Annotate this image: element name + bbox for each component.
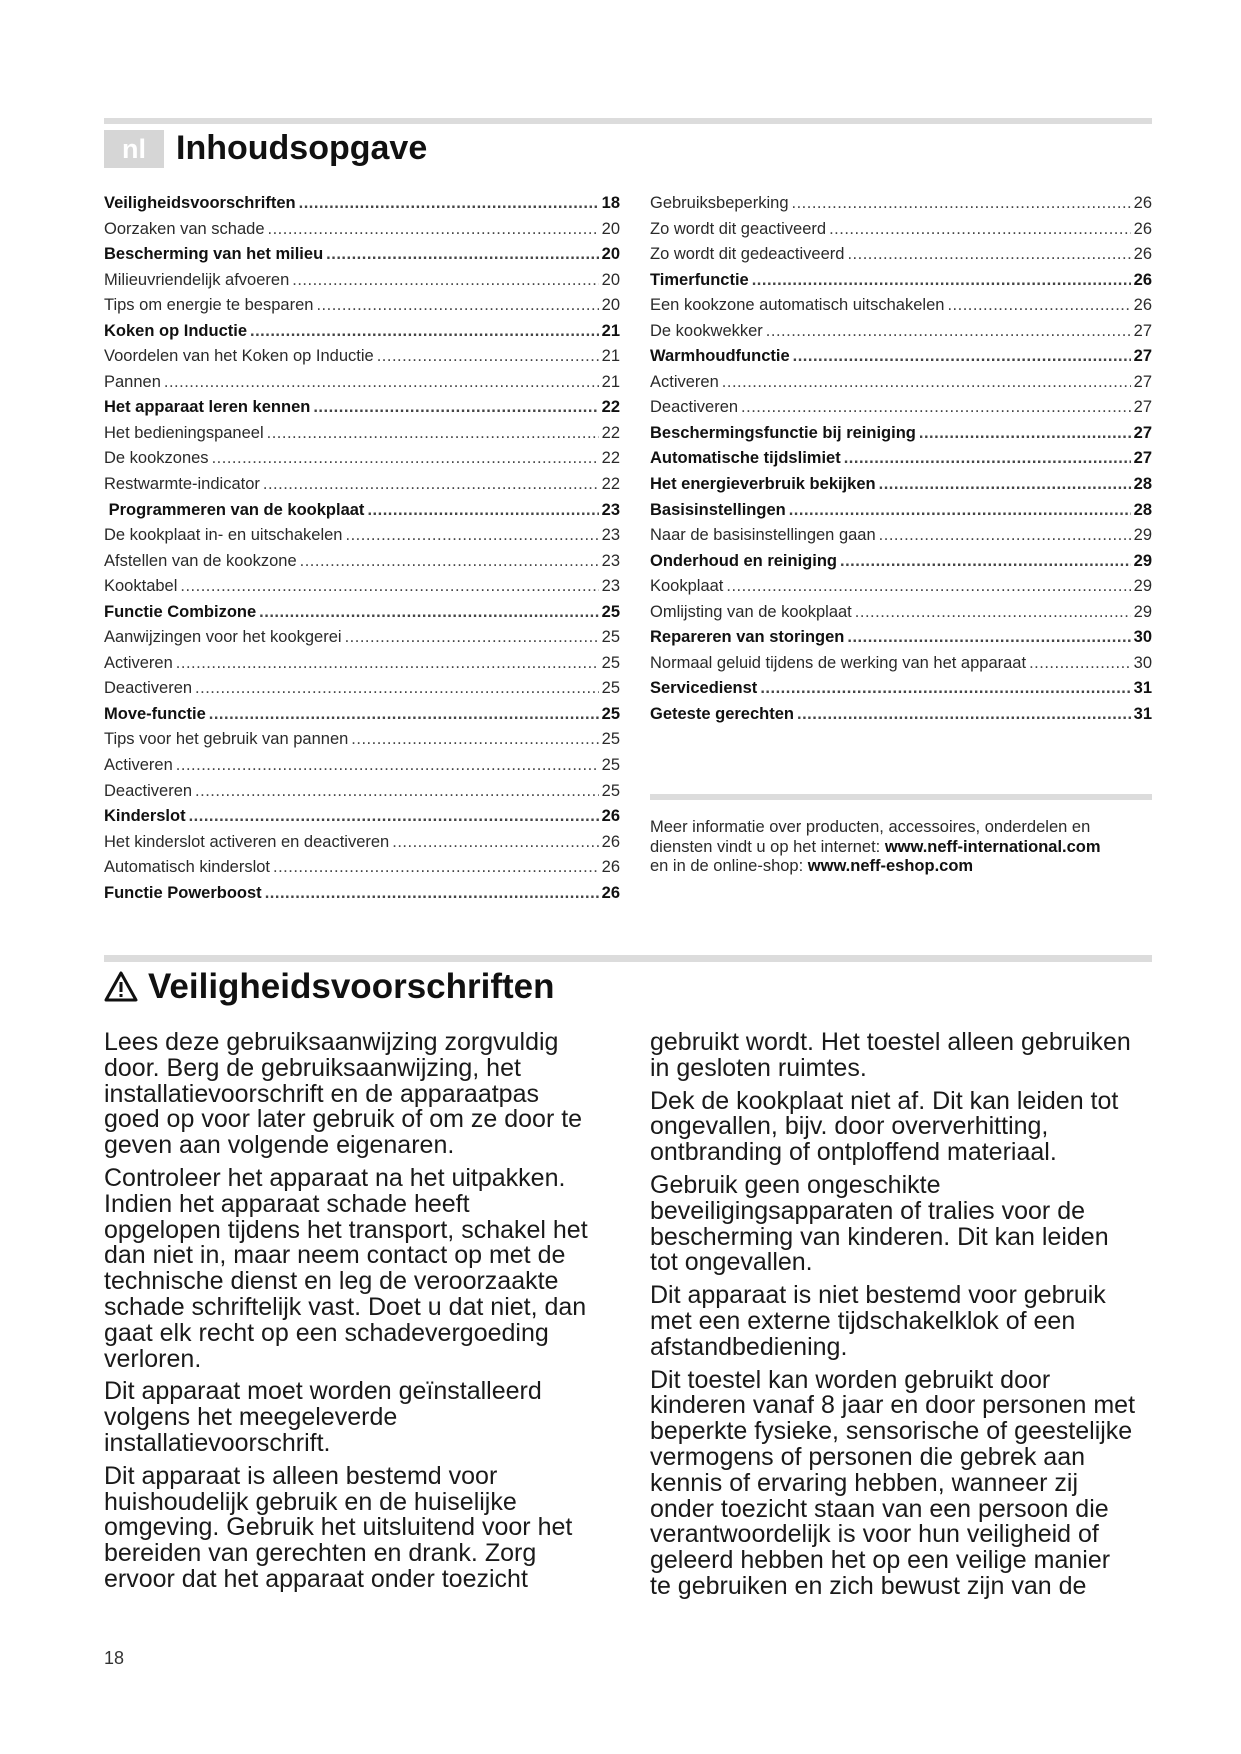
toc-entry-leader <box>299 194 599 213</box>
toc-entry-label: Activeren <box>650 372 719 391</box>
safety-column-left <box>104 1030 624 1600</box>
toc-entry-leader <box>195 679 599 698</box>
toc-entry[interactable] <box>650 603 1152 629</box>
toc-entry[interactable] <box>650 271 1152 297</box>
toc-entry-page: 26 <box>601 883 620 902</box>
toc-entry[interactable] <box>650 424 1152 450</box>
toc-entry-leader <box>919 424 1131 443</box>
toc-entry[interactable] <box>104 271 620 297</box>
toc-entry-label: De kookplaat in- en uitschakelen <box>104 526 343 545</box>
toc-entry-label: Restwarmte-indicator <box>104 475 260 494</box>
language-badge: nl <box>104 130 164 168</box>
toc-entry[interactable] <box>104 449 620 475</box>
toc-entry-leader <box>209 705 599 724</box>
toc-entry[interactable] <box>650 245 1152 271</box>
toc-entry-page: 26 <box>601 858 620 877</box>
toc-entry[interactable] <box>104 194 620 220</box>
toc-entry-page: 25 <box>601 602 620 621</box>
toc-entry[interactable] <box>650 194 1152 220</box>
toc-entry[interactable] <box>104 296 620 322</box>
toc-entry-label: Het kinderslot activeren en deactiveren <box>104 832 390 851</box>
warning-triangle-icon <box>104 971 138 1003</box>
toc-entry-label: Programmeren van de kookplaat <box>104 500 365 519</box>
toc-entry-leader <box>722 373 1131 392</box>
eshop-link[interactable]: www.neff-eshop.com <box>807 857 974 875</box>
toc-entry[interactable] <box>104 526 620 552</box>
toc-entry-label: Het energieverbruik bekijken <box>650 475 876 494</box>
toc-entry-label: Het apparaat leren kennen <box>104 398 311 417</box>
toc-entry-page: 25 <box>601 756 620 775</box>
toc-entry-page: 29 <box>1133 602 1152 621</box>
toc-entry-label: Een kookzone automatisch uitschakelen <box>650 296 945 315</box>
toc-entry-page: 29 <box>1133 577 1152 596</box>
toc-entry-page: 21 <box>601 321 620 340</box>
toc-entry-page: 21 <box>601 372 620 391</box>
toc-entry-page: 29 <box>1133 526 1152 545</box>
toc-entry-leader <box>267 424 599 443</box>
toc-entry[interactable] <box>104 628 620 654</box>
toc-entry-leader <box>392 833 598 852</box>
toc-entry-page: 20 <box>601 245 620 264</box>
toc-entry-label: Deactiveren <box>650 398 739 417</box>
toc-entry-page: 26 <box>1133 245 1152 264</box>
safety-paragraph: Dit toestel kan worden gebruikt door kinderen vanaf 8 jaar en door personen met beperkte fysieke, sensorische of geestelijke vermogens of personen die gebrek aan kennis of ervaring hebben, wanneer zij onder toezicht staan van een persoon die verantwoordelijk is voor hun veiligheid of geleerd hebben het op een veilige manier te gebruiken en zich bewust zijn van de <box>650 1365 1136 1600</box>
toc-entry-leader <box>726 577 1130 596</box>
toc-entry[interactable] <box>104 756 620 782</box>
toc-entry-leader <box>855 603 1131 622</box>
safety-paragraph: gebruikt wordt. Het toestel alleen gebruiken in gesloten ruimtes. <box>650 1028 1131 1082</box>
toc-entry[interactable] <box>650 398 1152 424</box>
toc-entry-leader <box>752 271 1131 290</box>
toc-entry-label: Naar de basisinstellingen gaan <box>650 526 876 545</box>
toc-entry-label: Aanwijzingen voor het kookgerei <box>104 628 342 647</box>
toc-entry[interactable] <box>650 296 1152 322</box>
toc-entry-page: 23 <box>601 577 620 596</box>
toc-entry[interactable] <box>650 322 1152 348</box>
toc-entry-page: 26 <box>1133 270 1152 289</box>
toc-entry-page: 27 <box>1133 347 1152 366</box>
toc-entry-label: Functie Powerboost <box>104 883 262 902</box>
toc-entry-label: Gebruiksbeperking <box>650 194 789 212</box>
toc-entry-label: Deactiveren <box>104 679 193 698</box>
safety-paragraph: Controleer het apparaat na het uitpakken. Indien het apparaat schade heeft opgelopen tijdens het transport, schakel het dan niet in, maar neem contact op met de technische dienst en leg de veroorzaakte schade schriftelijk vast. Doet u dat niet, dan gaat elk recht op een schadevergoeding verloren. <box>104 1163 588 1373</box>
toc-entry-page: 21 <box>601 347 620 366</box>
toc-entry-page: 26 <box>1133 296 1152 315</box>
toc-entry-label: Pannen <box>104 372 161 391</box>
toc-entry-page: 23 <box>601 551 620 570</box>
toc-entry-leader <box>212 449 599 468</box>
toc-entry-label: Kinderslot <box>104 807 186 826</box>
toc-entry-label: Koken op Inductie <box>104 321 248 340</box>
toc-entry-leader <box>377 347 599 366</box>
toc-entry-leader <box>195 782 599 801</box>
toc-entry-leader <box>250 322 599 341</box>
toc-entry-label: Servicedienst <box>650 679 758 698</box>
toc-entry[interactable] <box>104 552 620 578</box>
toc-entry-label: Kooktabel <box>104 577 178 596</box>
toc-entry-page: 26 <box>1133 194 1152 212</box>
toc-entry-leader <box>766 322 1131 341</box>
toc-entry-label: Timerfunctie <box>650 270 749 289</box>
toc-entry-leader <box>316 296 598 315</box>
toc-entry-leader <box>345 526 598 545</box>
toc-entry-label: Zo wordt dit gedeactiveerd <box>650 245 845 264</box>
toc-entry-leader <box>879 475 1131 494</box>
toc-entry-label: Omlijsting van de kookplaat <box>650 602 852 621</box>
toc-entry-leader <box>840 552 1131 571</box>
toc-entry-label: Basisinstellingen <box>650 500 786 519</box>
toc-entry-leader <box>351 730 598 749</box>
toc-entry[interactable] <box>104 322 620 348</box>
toc-entry-leader <box>947 296 1130 315</box>
toc-entry-page: 25 <box>601 781 620 800</box>
toc-entry-label: Veiligheidsvoorschriften <box>104 194 296 212</box>
toc-entry-page: 25 <box>601 679 620 698</box>
toc-entry[interactable] <box>650 347 1152 373</box>
toc-entry-page: 29 <box>1133 551 1152 570</box>
toc-entry[interactable] <box>104 654 620 680</box>
toc-entry-page: 20 <box>601 270 620 289</box>
international-link[interactable]: www.neff-international.com <box>884 837 1101 856</box>
toc-entry[interactable] <box>650 552 1152 578</box>
toc-entry-page: 25 <box>601 704 620 723</box>
toc-entry-leader <box>844 449 1131 468</box>
toc-entry[interactable] <box>104 603 620 629</box>
toc-entry-page: 18 <box>601 194 620 212</box>
toc-entry[interactable] <box>104 245 620 271</box>
toc-entry-label: Voordelen van het Koken op Inductie <box>104 347 374 366</box>
toc-entry[interactable] <box>104 807 620 833</box>
toc-entry-page: 31 <box>1133 679 1152 698</box>
toc-entry[interactable] <box>650 449 1152 475</box>
toc-entry-leader <box>313 398 598 417</box>
safety-paragraph: Dek de kookplaat niet af. Dit kan leiden tot ongevallen, bijv. door oververhitting, ontbranding of ontploffend materiaal. <box>650 1086 1119 1167</box>
toc-entry[interactable] <box>104 782 620 808</box>
toc-entry-page: 27 <box>1133 423 1152 442</box>
toc-entry-leader <box>265 884 599 903</box>
toc-entry-page: 25 <box>601 730 620 749</box>
safety-column-right <box>650 1030 1170 1607</box>
toc-entry-leader <box>789 501 1131 520</box>
toc-entry-label: Repareren van storingen <box>650 628 845 647</box>
toc-entry-leader <box>180 577 598 596</box>
toc-title: Inhoudsopgave <box>176 129 428 167</box>
page-number: 18 <box>104 1648 125 1668</box>
toc-entry[interactable] <box>104 679 620 705</box>
safety-paragraph: Dit apparaat is niet bestemd voor gebruik met een externe tijdschakelklok of een afstandbediening. <box>650 1281 1106 1361</box>
toc-entry[interactable] <box>104 858 620 884</box>
toc-entry-leader <box>300 552 599 571</box>
toc-entry[interactable] <box>104 220 620 246</box>
toc-column-right <box>650 194 1152 730</box>
toc-entry-page: 20 <box>601 296 620 315</box>
toc-entry-label: Warmhoudfunctie <box>650 347 790 366</box>
toc-entry-leader <box>879 526 1131 545</box>
toc-entry-label: Deactiveren <box>104 781 193 800</box>
toc-entry-page: 31 <box>1133 704 1152 723</box>
more-info-text <box>650 818 1152 877</box>
toc-entry[interactable] <box>104 398 620 424</box>
toc-entry-label: Automatische tijdslimiet <box>650 449 841 468</box>
toc-entry-leader <box>760 679 1130 698</box>
toc-entry-leader <box>792 194 1131 213</box>
toc-entry-label: Bescherming van het milieu <box>104 245 324 264</box>
toc-entry-label: Activeren <box>104 653 173 672</box>
toc-entry-page: 22 <box>601 475 620 494</box>
toc-entry-page: 26 <box>601 832 620 851</box>
toc-entry-page: 25 <box>601 628 620 647</box>
toc-entry-leader <box>176 756 599 775</box>
toc-entry-page: 23 <box>601 526 620 545</box>
toc-entry-page: 20 <box>601 219 620 238</box>
toc-entry[interactable] <box>104 347 620 373</box>
top-divider <box>104 118 1152 124</box>
toc-entry-leader <box>847 628 1130 647</box>
safety-section-title <box>104 958 555 1016</box>
more-info-text-1: Meer informatie over producten, accessoires, onderdelen en diensten vindt u op het internet: <box>650 818 1091 856</box>
toc-entry-page: 27 <box>1133 449 1152 468</box>
safety-title-text: Veiligheidsvoorschriften <box>148 967 555 1006</box>
toc-entry-label: Geteste gerechten <box>650 704 794 723</box>
toc-entry-label: De kookzones <box>104 449 209 468</box>
toc-entry-page: 22 <box>601 398 620 417</box>
toc-entry[interactable] <box>104 705 620 731</box>
info-divider <box>650 794 1152 800</box>
toc-entry[interactable] <box>104 475 620 501</box>
toc-entry-leader <box>268 220 599 239</box>
toc-column-left <box>104 194 620 909</box>
toc-entry[interactable] <box>104 884 620 910</box>
toc-entry-page: 28 <box>1133 475 1152 494</box>
toc-entry-label: Activeren <box>104 756 173 775</box>
toc-entry-label: Beschermingsfunctie bij reiniging <box>650 423 916 442</box>
toc-entry[interactable] <box>650 679 1152 705</box>
toc-entry-leader <box>829 220 1131 239</box>
toc-entry-label: Het bedieningspaneel <box>104 423 264 442</box>
safety-paragraph: Dit apparaat moet worden geïnstalleerd volgens het meegeleverde installatievoorschrift. <box>104 1377 542 1457</box>
toc-entry[interactable] <box>104 730 620 756</box>
toc-entry[interactable] <box>650 526 1152 552</box>
toc-entry-page: 23 <box>601 500 620 519</box>
toc-entry[interactable] <box>650 501 1152 527</box>
toc-entry-leader <box>189 807 599 826</box>
toc-entry[interactable] <box>650 654 1152 680</box>
toc-entry-label: Onderhoud en reiniging <box>650 551 837 570</box>
toc-entry-label: Functie Combizone <box>104 602 257 621</box>
toc-entry[interactable] <box>104 501 620 527</box>
toc-entry-page: 25 <box>601 653 620 672</box>
toc-entry[interactable] <box>650 577 1152 603</box>
toc-entry-page: 22 <box>601 423 620 442</box>
toc-entry[interactable] <box>104 833 620 859</box>
toc-entry-label: Tips om energie te besparen <box>104 296 314 315</box>
toc-entry[interactable] <box>650 220 1152 246</box>
toc-entry-page: 26 <box>1133 219 1152 238</box>
toc-entry[interactable] <box>650 628 1152 654</box>
toc-entry[interactable] <box>650 475 1152 501</box>
toc-entry-label: Normaal geluid tijdens de werking van het apparaat <box>650 653 1027 672</box>
toc-entry-label: Milieuvriendelijk afvoeren <box>104 270 290 289</box>
toc-entry-label: Zo wordt dit geactiveerd <box>650 219 827 238</box>
toc-entry-page: 27 <box>1133 372 1152 391</box>
toc-entry-page: 26 <box>601 807 620 826</box>
toc-entry-page: 22 <box>601 449 620 468</box>
toc-entry-label: Afstellen van de kookzone <box>104 551 297 570</box>
toc-entry-label: Automatisch kinderslot <box>104 858 270 877</box>
toc-entry-page: 27 <box>1133 321 1152 340</box>
toc-entry-leader <box>326 245 598 264</box>
toc-entry[interactable] <box>104 577 620 603</box>
toc-entry-leader <box>847 245 1130 264</box>
toc-entry[interactable] <box>104 424 620 450</box>
toc-entry-leader <box>793 347 1131 366</box>
toc-entry-label: De kookwekker <box>650 321 763 340</box>
toc-entry-leader <box>797 705 1131 724</box>
toc-entry-label: Kookplaat <box>650 577 724 596</box>
toc-entry-label: Move-functie <box>104 704 206 723</box>
safety-paragraph: Lees deze gebruiksaanwijzing zorgvuldig door. Berg de gebruiksaanwijzing, het installatievoorschrift en de apparaatpas goed op voor later gebruik of om ze door te geven aan volgende eigenaren. <box>104 1028 583 1160</box>
toc-entry-leader <box>345 628 599 647</box>
toc-entry[interactable] <box>650 373 1152 399</box>
more-info-text-2: en in de online-shop: <box>650 857 808 875</box>
toc-entry-label: Tips voor het gebruik van pannen <box>104 730 349 749</box>
toc-entry-leader <box>1029 654 1131 673</box>
toc-entry-leader <box>741 398 1131 417</box>
toc-entry-leader <box>164 373 599 392</box>
toc-entry-page: 30 <box>1133 653 1152 672</box>
safety-paragraph: Dit apparaat is alleen bestemd voor huishoudelijk gebruik en de huiselijke omgeving. Gebruik het uitsluitend voor het bereiden van gerechten en drank. Zorg ervoor dat het apparaat onder toezicht <box>104 1461 573 1593</box>
toc-entry[interactable] <box>650 705 1152 731</box>
toc-entry-leader <box>292 271 598 290</box>
toc-entry-leader <box>259 603 598 622</box>
toc-entry[interactable] <box>104 373 620 399</box>
toc-entry-leader <box>176 654 599 673</box>
toc-entry-page: 27 <box>1133 398 1152 417</box>
toc-entry-page: 30 <box>1133 628 1152 647</box>
toc-entry-page: 28 <box>1133 500 1152 519</box>
toc-entry-leader <box>273 858 599 877</box>
toc-entry-leader <box>263 475 599 494</box>
toc-entry-leader <box>367 501 598 520</box>
safety-paragraph: Gebruik geen ongeschikte beveiligingsapparaten of tralies voor de bescherming van kinderen. Dit kan leiden tot ongevallen. <box>650 1170 1109 1277</box>
toc-entry-label: Oorzaken van schade <box>104 219 265 238</box>
